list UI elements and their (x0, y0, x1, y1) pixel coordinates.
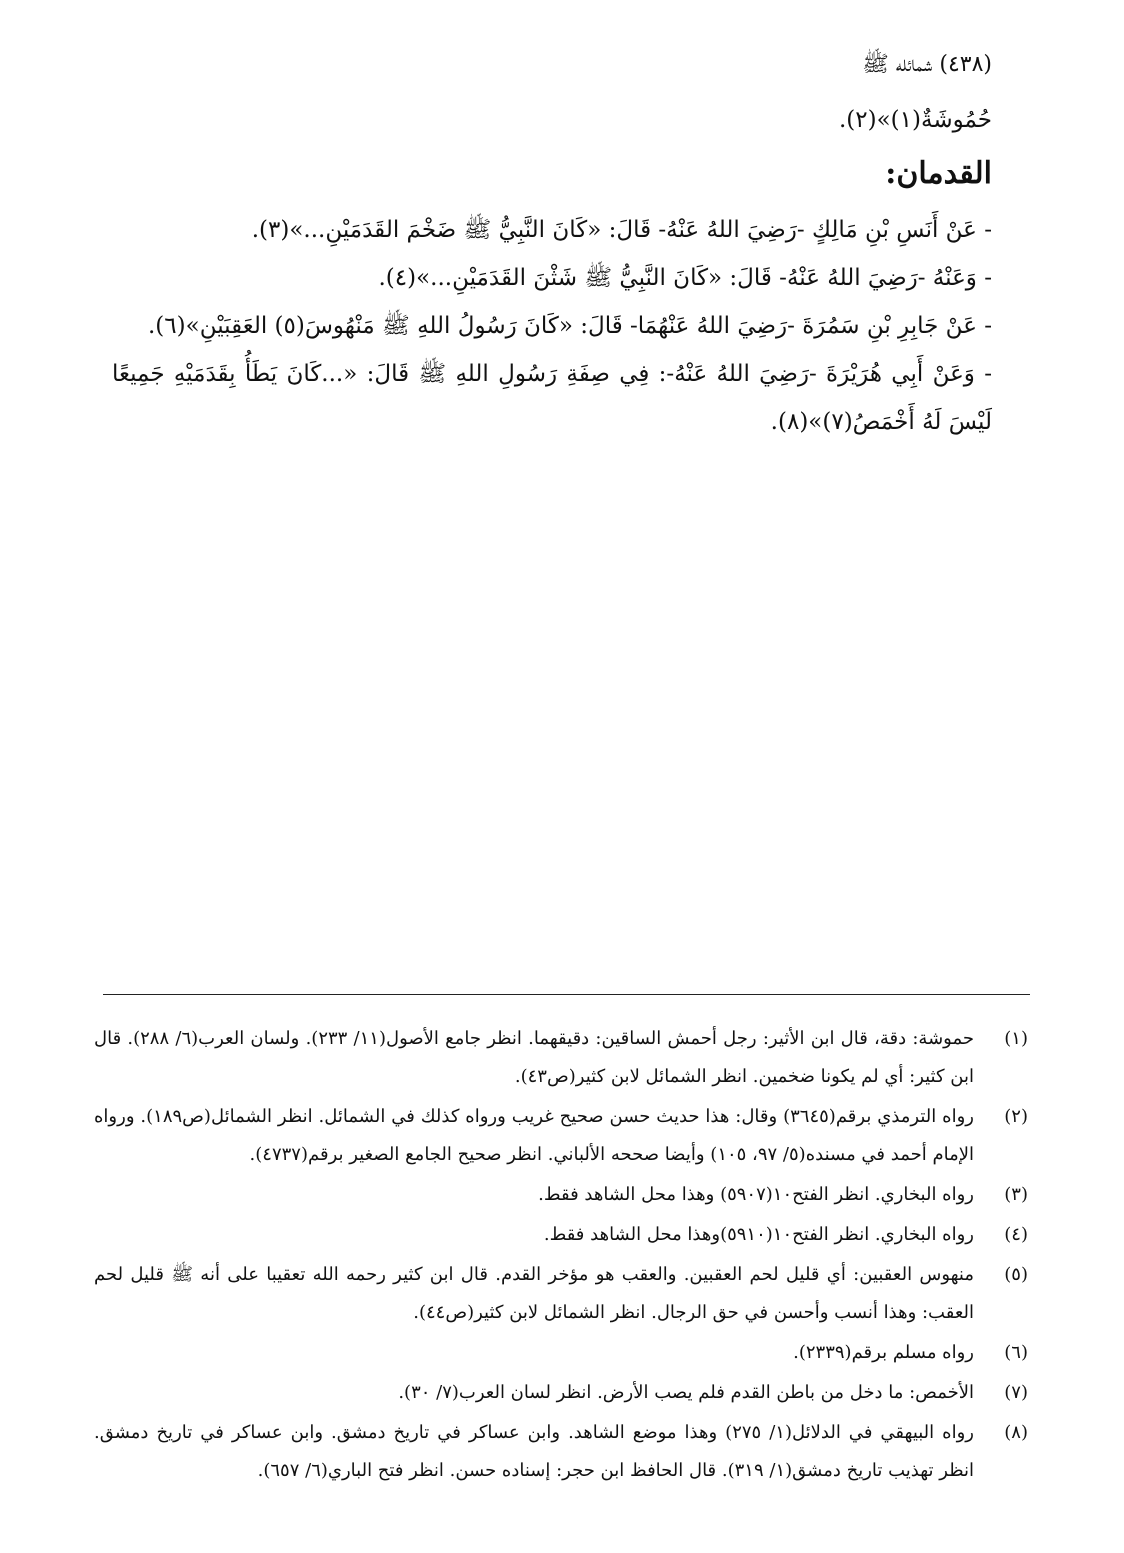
footnote-text: رواه البخاري. انظر الفتح١٠(٥٩٠٧) وهذا محل الشاهد فقط. (538, 1184, 974, 1205)
footnote-text: رواه مسلم برقم(٢٣٣٩). (793, 1342, 974, 1363)
footnote-number: (٣) (1004, 1184, 1028, 1205)
footnote-text: منهوس العقبين: أي قليل لحم العقبين. والعقب هو مؤخر القدم. قال ابن كثير رحمه الله تعقيبا على أنه ﷺ قليل لحم العقب: وهذا أنسب وأحسن في حق الرجال. انظر الشمائل لابن كثير(ص٤٤). (94, 1264, 974, 1323)
hadith-1 (112, 206, 992, 254)
hadith-list (112, 206, 992, 446)
footnote-7 (94, 1374, 1028, 1412)
footnote-1 (94, 1020, 1028, 1096)
footnote-3 (94, 1176, 1028, 1214)
footnote-number: (٧) (1004, 1382, 1028, 1403)
footnote-8 (94, 1414, 1028, 1490)
footnote-text: الأخمص: ما دخل من باطن القدم فلم يصب الأرض. انظر لسان العرب(٧/ ٣٠). (398, 1382, 974, 1403)
footnote-6 (94, 1334, 1028, 1372)
footnote-number: (٤) (1004, 1224, 1028, 1245)
footnote-divider (103, 994, 1030, 995)
footnote-number: (٢) (1004, 1106, 1028, 1127)
footnote-text: رواه البخاري. انظر الفتح١٠(٥٩١٠)وهذا محل الشاهد فقط. (543, 1224, 974, 1245)
footnote-text: رواه الترمذي برقم(٣٦٤٥) وقال: هذا حديث حسن صحيح غريب ورواه كذلك في الشمائل. انظر الشمائل(ص١٨٩). ورواه الإمام أحمد في مسنده(٥/ ٩٧، ١٠٥) وأيضا صححه الألباني. انظر صحيح الجامع الصغير برقم(٤٧٣٧). (94, 1106, 974, 1165)
footnote-4 (94, 1216, 1028, 1254)
hadith-3 (112, 302, 992, 350)
footnote-text: رواه البيهقي في الدلائل(١/ ٢٧٥) وهذا موضع الشاهد. وابن عساكر في تاريخ دمشق. وابن عساكر في تاريخ دمشق. انظر تهذيب تاريخ دمشق(١/ ٣١٩). قال الحافظ ابن حجر: إسناده حسن. انظر فتح الباري(٦/ ٦٥٧). (94, 1422, 974, 1481)
footnote-number: (١) (1004, 1028, 1028, 1049)
hadith-text: - عَنْ جَابِرِ بْنِ سَمُرَةَ -رَضِيَ اللهُ عَنْهُمَا- قَالَ: «كَانَ رَسُولُ اللهِ ﷺ مَنْهُوسَ(٥) العَقِبَيْنِ»(٦). (148, 313, 992, 339)
hadith-4 (112, 350, 992, 446)
footnote-number: (٨) (1004, 1422, 1028, 1443)
hadith-text: - وَعَنْ أَبِي هُرَيْرَةَ -رَضِيَ اللهُ عَنْهُ-: فِي صِفَةِ رَسُولِ اللهِ ﷺ قَالَ: «...كَانَ يَطَأُ بِقَدَمَيْهِ جَمِيعًا لَيْسَ لَهُ أَخْمَصُ(٧)»(٨). (112, 361, 992, 435)
section-title: القدمان: (885, 156, 992, 191)
running-header: (٤٣٨) شمائله ﷺ (862, 52, 992, 77)
continuation-line: حُمُوشَةٌ(١)»(٢). (838, 107, 992, 133)
footnote-number: (٦) (1004, 1342, 1028, 1363)
footnote-text: حموشة: دقة، قال ابن الأثير: رجل أحمش الساقين: دقيقهما. انظر جامع الأصول(١١/ ٢٣٣). ولسان العرب(٦/ ٢٨٨). قال ابن كثير: أي لم يكونا ضخمين. انظر الشمائل لابن كثير(ص٤٣). (94, 1028, 974, 1087)
footnotes-list (94, 1020, 1028, 1492)
footnote-number: (٥) (1004, 1264, 1028, 1285)
hadith-text: - عَنْ أَنَسِ بْنِ مَالِكٍ -رَضِيَ اللهُ عَنْهُ- قَالَ: «كَانَ النَّبِيُّ ﷺ ضَخْمَ القَدَمَيْنِ...»(٣). (251, 217, 992, 243)
hadith-2 (112, 254, 992, 302)
footnote-2 (94, 1098, 1028, 1174)
footnote-5 (94, 1256, 1028, 1332)
hadith-text: - وَعَنْهُ -رَضِيَ اللهُ عَنْهُ- قَالَ: «كَانَ النَّبِيُّ ﷺ شَثْنَ القَدَمَيْنِ...»(٤). (378, 265, 992, 291)
